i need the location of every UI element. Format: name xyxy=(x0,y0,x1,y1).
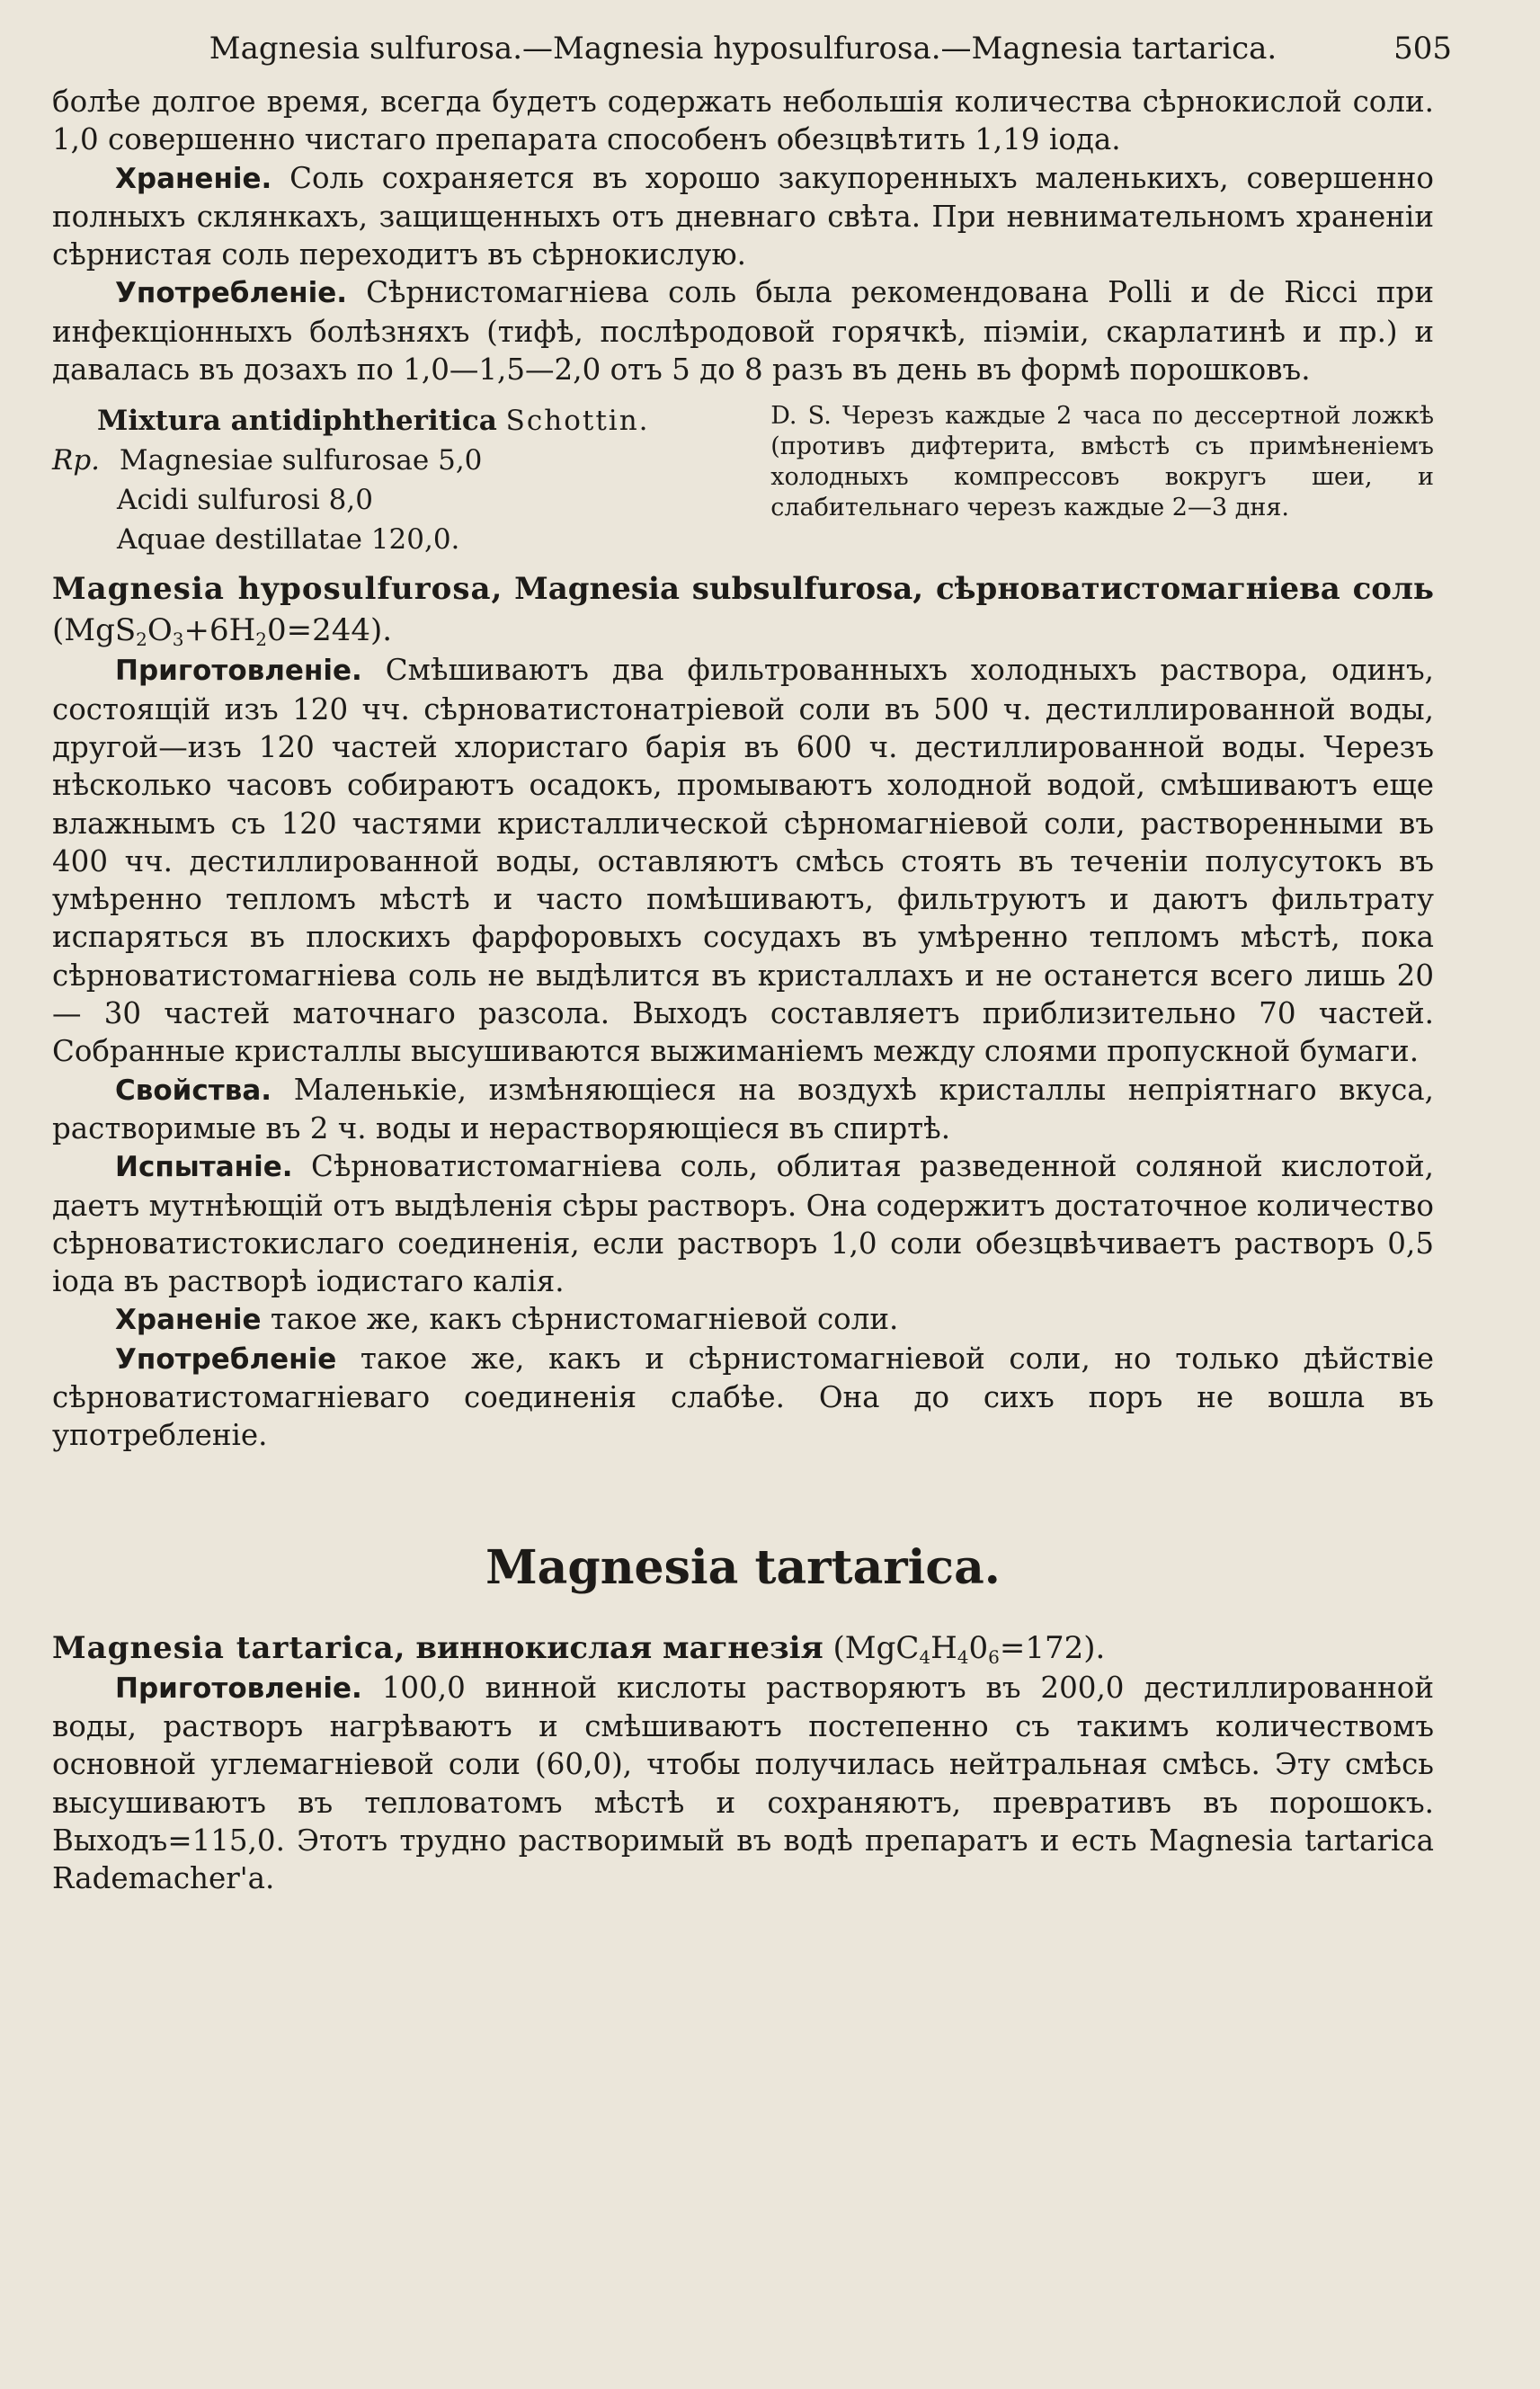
page-number: 505 xyxy=(1393,31,1452,67)
running-head-title: Magnesia sulfurosa.—Magnesia hyposulfurosa.—Magnesia tartarica. xyxy=(209,31,1277,67)
article-title: Magnesia hyposulfurosa, xyxy=(52,571,503,608)
preparation-label: Приготовленіе. xyxy=(115,1671,362,1705)
recipe-title-text: Mixtura antidiphtheritica xyxy=(97,405,497,438)
section-title: Magnesia tartarica. xyxy=(485,1539,1001,1595)
paragraph-testing xyxy=(52,1147,1434,1300)
preparation-text: 100,0 винной кислоты растворяютъ въ 200,0 дестиллированной воды, растворъ нагрѣваютъ и смѣшиваютъ постепенно съ такимъ количествомъ основной углемагніевой соли (60,0), чтобы получилась нейтральная смѣсь. Эту смѣсь высушиваютъ въ тепловатомъ мѣстѣ и сохраняютъ, превративъ въ порошокъ. Выходъ=115,0. Этотъ трудно растворимый въ водѣ препаратъ и есть Magnesia tartarica Rademacher'a. xyxy=(52,1670,1434,1896)
recipe-ingredient xyxy=(52,441,729,480)
recipe-title xyxy=(52,401,729,441)
usage-label: Употребленіе xyxy=(115,1342,337,1376)
paragraph-usage-2 xyxy=(52,1340,1434,1455)
preparation-label: Приготовленіе. xyxy=(115,655,362,688)
rx-label: Rp. xyxy=(52,444,101,477)
recipe-ingredient: Acidi sulfurosi 8,0 xyxy=(117,484,373,517)
usage-text: Сѣрнистомагніева соль была рекомендована Polli и de Ricci при инфекціонныхъ болѣзняхъ (тифѣ, послѣродовой горячкѣ, піэміи, скарлатинѣ и пр.) и давалась въ дозахъ по 1,0—1,5—2,0 отъ 5 до 8 разъ въ день въ формѣ порошковъ. xyxy=(52,275,1434,388)
paragraph-properties xyxy=(52,1071,1434,1148)
article-alt-name: виннокислая магнезія xyxy=(415,1629,823,1666)
paragraph-usage xyxy=(52,273,1434,388)
article-formula: $(MgS_2O_3+6H_20=244)$. xyxy=(52,612,393,651)
recipe-formula xyxy=(52,401,729,559)
article-alt-name: Magnesia subsulfurosa, сѣрноватистомагніева соль xyxy=(514,571,1434,608)
storage-text: такое же, какъ сѣрнистомагніевой соли. xyxy=(270,1302,899,1337)
recipe-directions: D. S. Черезъ каждые 2 часа по дессертной ложкѣ (противъ дифтерита, вмѣстѣ съ примѣненіемъ холодныхъ компрессовъ вокругъ шеи, и слабительнаго черезъ каждые 2—3 дня. xyxy=(770,402,1434,522)
testing-label: Испытаніе. xyxy=(115,1151,293,1184)
paragraph-storage xyxy=(52,159,1434,274)
article-formula: $(MgC_4H_40_6=172)$. xyxy=(832,1629,1106,1668)
usage-label: Употребленіе. xyxy=(115,277,348,310)
storage-label: Храненіе. xyxy=(115,162,272,195)
paragraph-preparation-tartarica xyxy=(52,1669,1434,1898)
paragraph-continued: болѣе долгое время, всегда будетъ содержать небольшія количества сѣрнокислой соли. 1,0 совершенно чистаго препарата способенъ обезцвѣтить 1,19 іода. xyxy=(52,85,1434,157)
storage-text: Соль сохраняется въ хорошо закупоренныхъ маленькихъ, совершенно полныхъ склянкахъ, защищенныхъ отъ дневнаго свѣта. При невнимательномъ храненіи сѣрнистая соль переходитъ въ сѣрнокислую. xyxy=(52,160,1434,272)
paragraph-preparation xyxy=(52,651,1434,1070)
article-heading-hyposulfurosa xyxy=(52,568,1434,651)
recipe-block xyxy=(52,401,1434,559)
testing-text: Сѣрноватистомагніева соль, облитая разведенной соляной кислотой, даетъ мутнѣющій отъ выдѣленія сѣры растворъ. Она содержитъ достаточное количество сѣрноватистокислаго соединенія, если растворъ 1,0 соли обезцвѣчиваетъ растворъ 0,5 іода въ растворѣ іодистаго калія. xyxy=(52,1149,1434,1299)
usage-text: такое же, какъ и сѣрнистомагніевой соли, но только дѣйствіе сѣрноватистомагніеваго соединенія слабѣе. Она до сихъ поръ не вошла въ употребленіе. xyxy=(52,1341,1434,1453)
page-body xyxy=(52,83,1434,1897)
article-title: Magnesia tartarica, xyxy=(52,1629,406,1666)
ingredient-text: Magnesiae sulfurosae 5,0 xyxy=(119,444,483,477)
paragraph-storage-2 xyxy=(52,1300,1434,1339)
preparation-text: Смѣшиваютъ два фильтрованныхъ холодныхъ раствора, одинъ, состоящій изъ 120 чч. сѣрноватистонатріевой соли въ 500 ч. дестиллированной воды, другой—изъ 120 частей хлористаго барія въ 600 ч. дестиллированной воды. Черезъ нѣсколько часовъ собираютъ осадокъ, промываютъ холодной водой, смѣшиваютъ еще влажнымъ съ 120 частями кристаллической сѣрномагніевой соли, растворенными въ 400 чч. дестиллированной воды, оставляютъ смѣсь стоять въ теченіи полусутокъ въ умѣренно тепломъ мѣстѣ и часто помѣшиваютъ, фильтруютъ и даютъ фильтрату испаряться въ плоскихъ фарфоровыхъ сосудахъ въ умѣренно тепломъ мѣстѣ, пока сѣрноватистомагніева соль не выдѣлится въ кристаллахъ и не останется всего лишь 20 — 30 частей маточнаго разсола. Выходъ составляетъ приблизительно 70 частей. Собранные кристаллы высушиваются выжиманіемъ между слоями пропускной бумаги. xyxy=(52,653,1434,1069)
properties-text: Маленькіе, измѣняющіеся на воздухѣ кристаллы непріятнаго вкуса, растворимые въ 2 ч. воды и нерастворяющіеся въ спиртѣ. xyxy=(52,1072,1435,1145)
article-heading-tartarica xyxy=(52,1627,1434,1669)
recipe-ingredient: Aquae destillatae 120,0. xyxy=(117,523,460,557)
storage-label: Храненіе xyxy=(115,1304,262,1337)
properties-label: Свойства. xyxy=(115,1074,272,1107)
running-head xyxy=(52,25,1452,72)
recipe-author: Schottin. xyxy=(505,405,650,438)
